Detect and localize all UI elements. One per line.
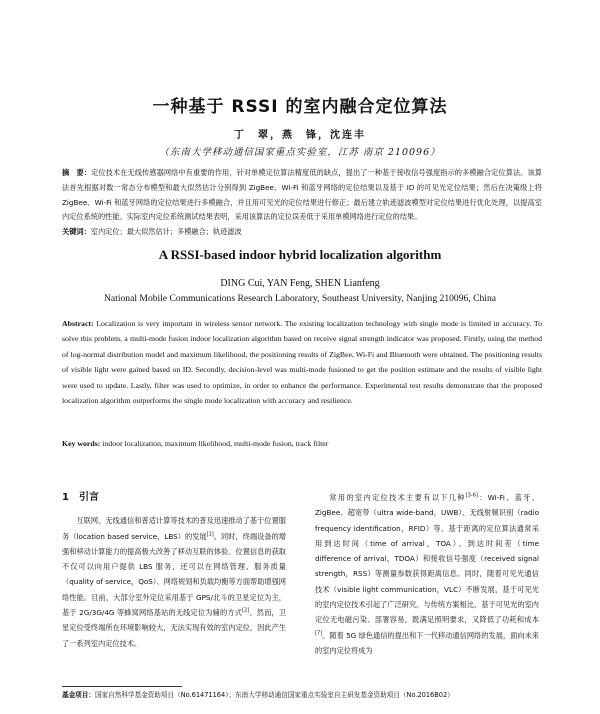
chinese-abstract-text: 定位技术在无线传感器网络中有重要的作用，针对单模定位算法精度低的缺点，提出了一种基于接收信号强度指示的多模融合定位算法。该算法首先根据对数一常态分布模型和最大似然估计分别得到 ZigBee、Wi-Fi 和蓝牙网络的定位结果以及基于 ID 的可见光定位结果；然后在决策级上将 ZigBee、Wi-Fi 和蓝牙网络的定位结果进行多模融合，并且用可见光的定位结果进行修正；最后建立轨迹滤波模型对定位结果进行优化处理，以提高室内定位系统的性能。实际室内定位系统测试结果表明，采用该算法的定位误差低于采用单模网络进行定位的结果。 [62, 168, 542, 222]
english-abstract-label: Abstract: [62, 319, 94, 328]
english-keywords-text: indoor localization, maximum likelihood, multi-mode fusion, track filter [102, 439, 329, 448]
intro-text-right-a: 常用的室内定位技术主要有以下几种 [329, 493, 466, 502]
english-keywords-label: Key words: [62, 439, 101, 448]
intro-text-left-b: 。同时，终端设备的增强和移动计算能力的提高极大改善了移动互联的体验。位置信息的获取不仅可以向用户提供 LBS 服务，还可以在网络管理、服务质量（quality of service，QoS）、网络规划和负载均衡等方面帮助增强网络性能。目前，大部分室外定位采用基于 GPS/北斗的卫星定位为主，基于 2G/3G/4G 等蜂窝网络基站的无线定位为辅的方式 [62, 531, 286, 618]
chinese-abstract [62, 166, 542, 240]
footnote-text: 国家自然科学基金资助项目（No.61471164）；东南大学移动通信国家重点实验室自主研发基金资助项目（No.2016B02） [94, 691, 454, 699]
footnote-divider [62, 686, 182, 687]
english-title: A RSSI-based indoor hybrid localization algorithm [158, 247, 442, 262]
intro-paragraph-right [315, 490, 539, 658]
intro-text-left-c: 。然而，卫星定位受终端所在环境影响较大，无法实现有效的室内定位，因此产生了一系列室内定位技术。 [62, 608, 286, 648]
chinese-abstract-label: 摘 要： [62, 168, 92, 177]
english-abstract-text: Localization is very important in wireless sensor network. The existing localization technology with single mode is limited in accuracy. To solve this problem, a multi-mode fusion indoor localization algorithm based on receive signal strength indicator was proposed. Firstly, using the method of log-normal distribution model and maximum likelihood, the positioning results of ZigBee, Wi-Fi and Bluetooth were obtained. The positioning results of visible light were gained based on ID. Secondly, decision-level was multi-mode fusioned to get the position estimate and the results of visible light were used to update. Lastly, filter was used to optimize, in order to enhance the performance. Experimental test results demonstrate that the proposed localization algorithm outperforms the single mode localization with accuracy and resilience. [62, 319, 542, 406]
body-column-right [315, 490, 539, 658]
intro-text-right-c: 。随着 5G 绿色通信的提出和下一代移动通信网络的发展，面向未来的室内定位将成为 [315, 630, 539, 655]
section-heading [62, 490, 286, 505]
citation-3-6: [3-6] [465, 492, 478, 499]
footnote-label: 基金项目： [62, 691, 95, 699]
chinese-affiliation: （东南大学移动通信国家重点实验室，江苏 南京 210096） [159, 147, 441, 158]
citation-1: [1] [206, 531, 214, 538]
chinese-title: 一种基于 RSSI 的室内融合定位算法 [152, 97, 448, 117]
intro-text-right-b: ：Wi-Fi、蓝牙、ZigBee、超宽带（ultra wide-band，UWB）、无线射频识别（radio frequency identification，RFID）等。基于距离的定位算法通常采用到达时间（time of arrival，TOA）、到达时间差（time difference of arrival，TDOA）和接收信号强度（received signal strength，RSS）等测量参数获得距离信息。同时，随着可见光通信技术（visible light communication，VLC）不断发展，基于可见光的室内定位技术引起了广泛研究。与传统方案相比，基于可见光的室内定位无电磁污染、部署容易，既满足照明要求，又降低了功耗和成本 [315, 493, 539, 625]
funding-footnote [62, 690, 542, 700]
intro-paragraph-left [62, 513, 286, 651]
body-column-left [62, 490, 286, 651]
chinese-keywords-label: 关键词： [62, 227, 91, 237]
section-title: 引言 [78, 492, 99, 503]
citation-2: [2] [242, 607, 250, 614]
chinese-keywords-text: 室内定位；最大似然估计；多模融合；轨迹滤波 [90, 227, 242, 237]
english-authors: DING Cui, YAN Feng, SHEN Lianfeng [220, 278, 380, 289]
english-abstract [62, 316, 542, 408]
section-number: 1 [62, 492, 69, 503]
english-affiliation: National Mobile Communications Research Laboratory, Southeast University, Nanjing 210096, China [103, 293, 497, 304]
chinese-authors: 丁 翠，燕 锋，沈连丰 [234, 130, 366, 141]
english-keywords [62, 436, 542, 451]
intro-text-left-a: 互联网、无线通信和普适计算等技术的普及迅速推动了基于位置服务（location based service，LBS）的发展 [62, 516, 286, 541]
citation-7: [7] [315, 630, 323, 637]
